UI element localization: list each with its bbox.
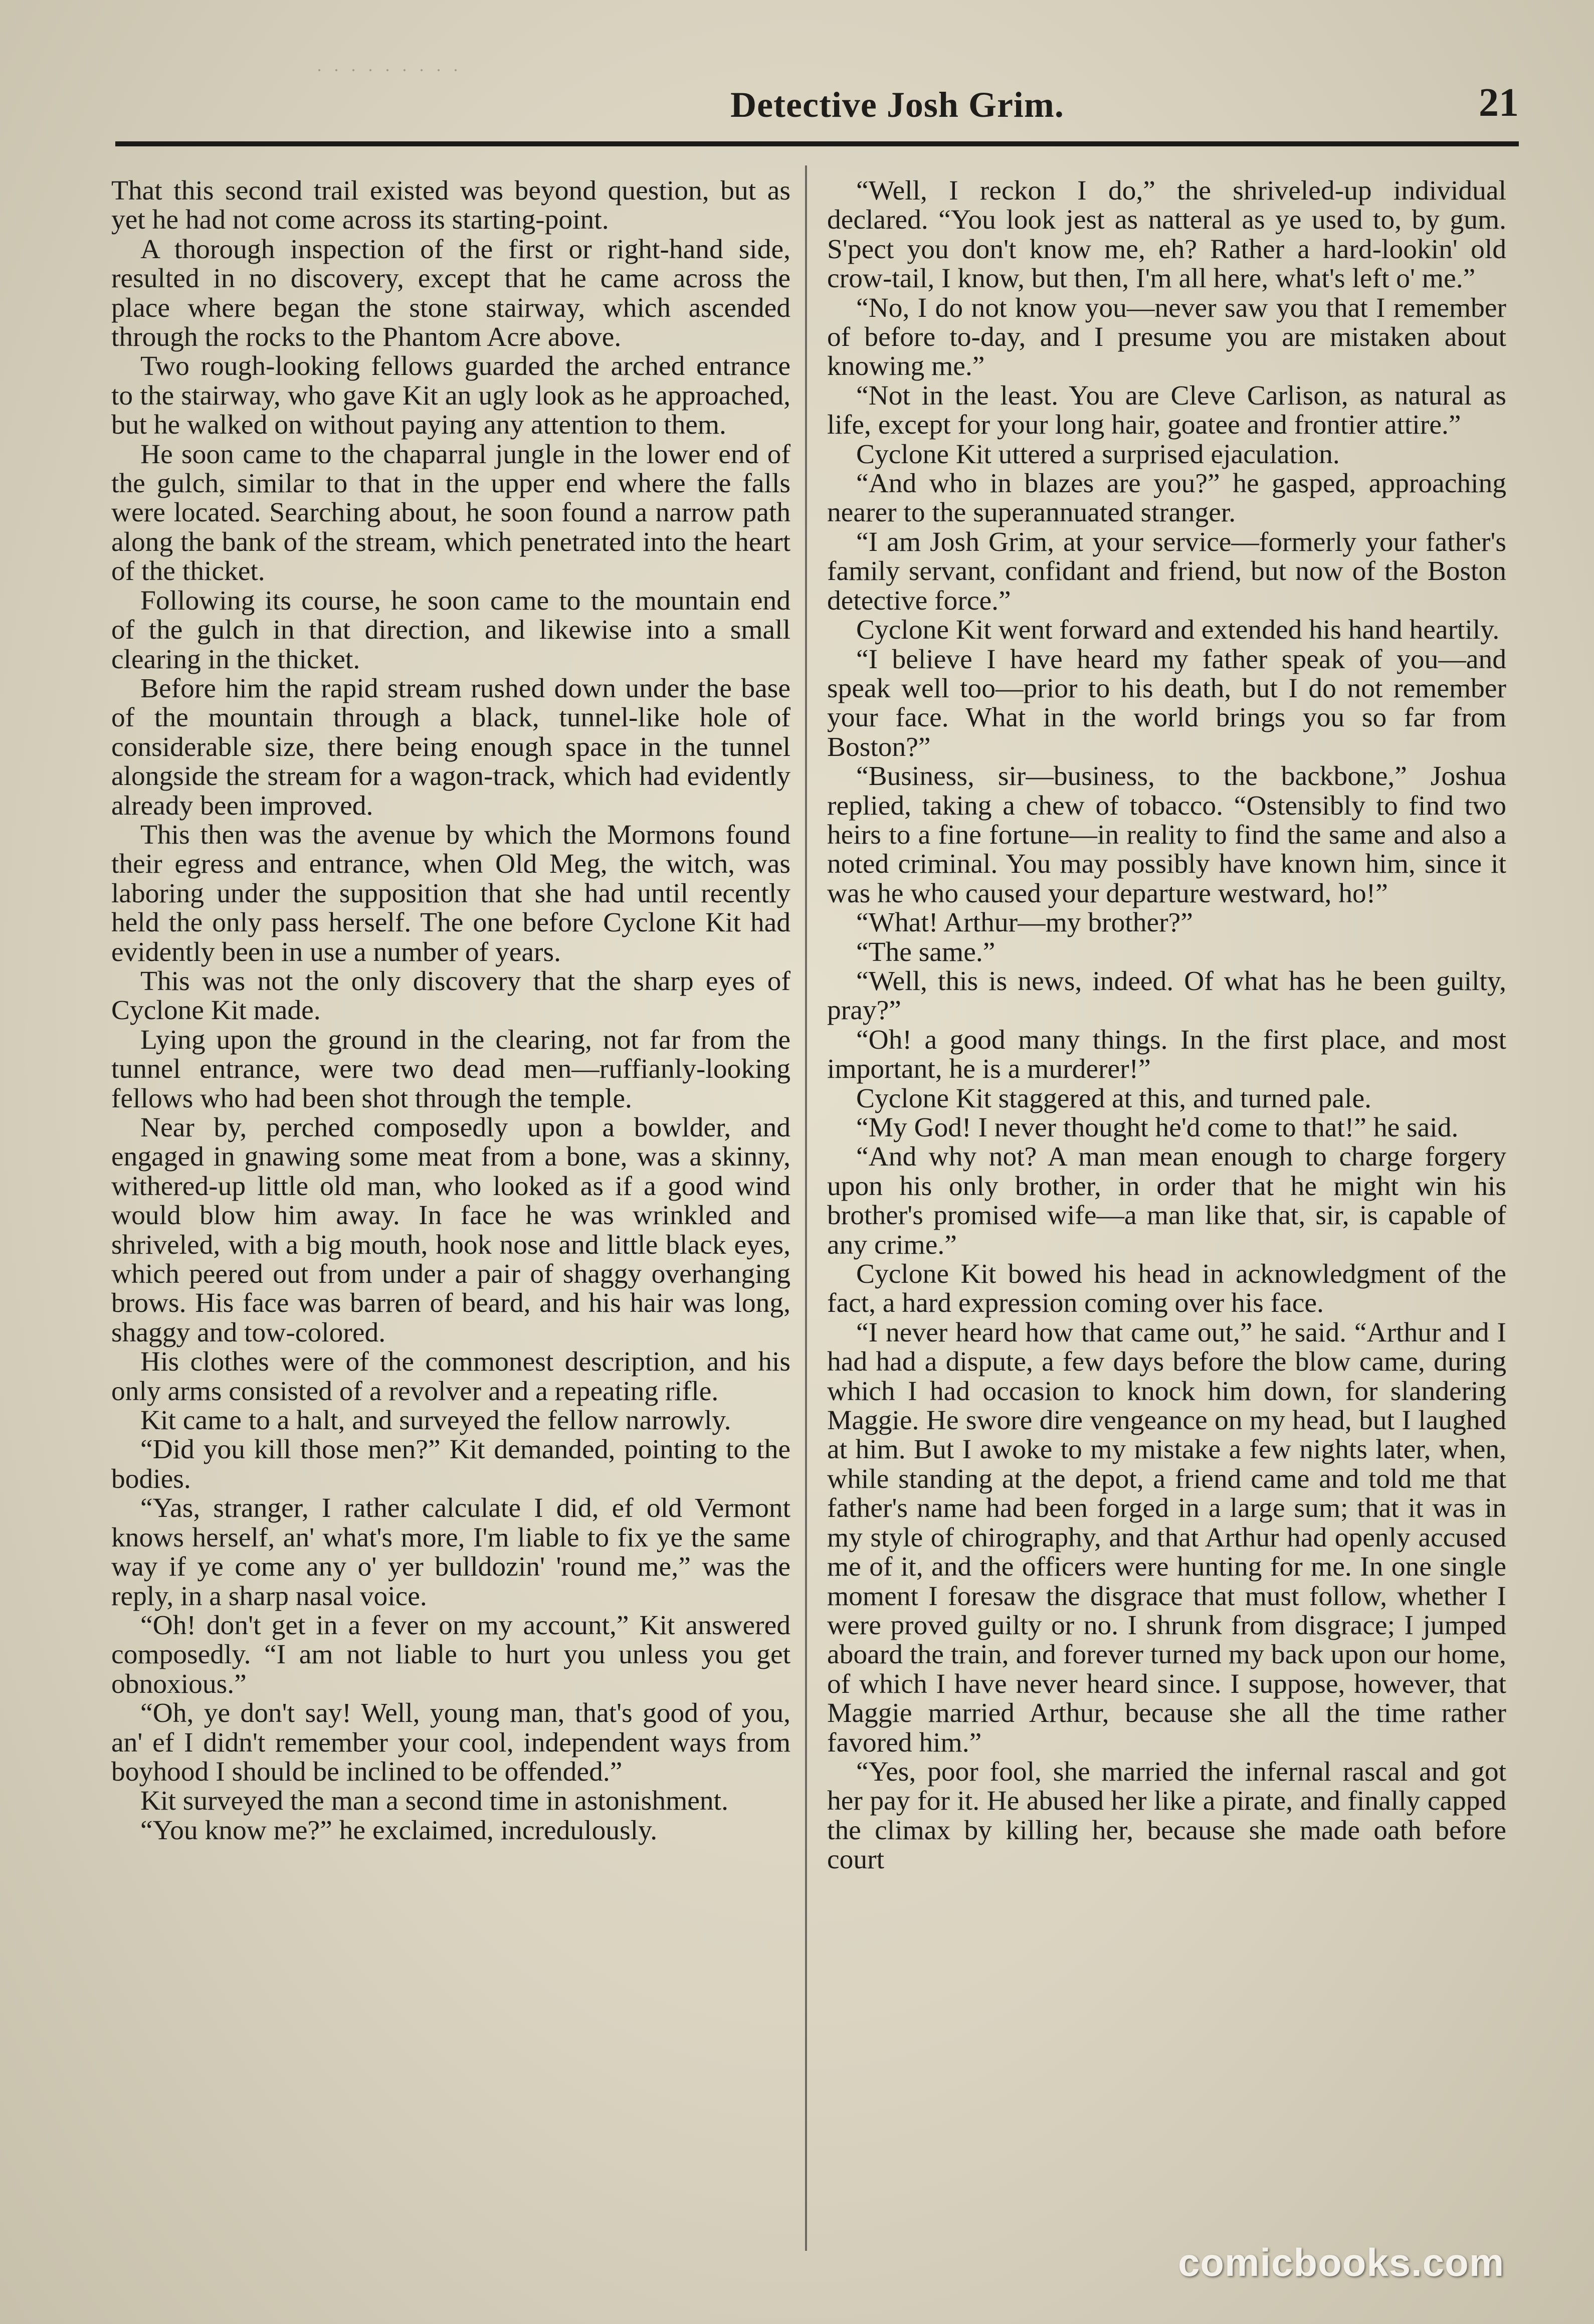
paragraph: “Yas, stranger, I rather calculate I did, ef old Vermont knows herself, an' what's more, I'm liable to fix ye the same way if ye come any o' yer bulldozin' 'round me,” was the reply, in a sharp nasal voice.: [111, 1493, 790, 1612]
paragraph: “Oh! don't get in a fever on my account,” Kit answered composedly. “I am not liable to hurt you unless you get obnoxious.”: [111, 1610, 790, 1699]
paragraph: Cyclone Kit uttered a surprised ejaculation.: [856, 439, 1340, 470]
paragraph: “What! Arthur—my brother?”: [856, 907, 1193, 938]
paragraph: “I believe I have heard my father speak of you—and speak well too—prior to his death, but I do not remember your face. What in the world brings you so far from Boston?”: [827, 644, 1506, 762]
page-number: 21: [1479, 81, 1519, 125]
paragraph: “No, I do not know you—never saw you that I remember of before to-day, and I presume you are mistaken about knowing me.”: [827, 292, 1506, 382]
paragraph: Before him the rapid stream rushed down under the base of the mountain through a black, tunnel-like hole of considerable size, there being enough space in the tunnel alongside the stream for a wagon-track, which had evidently already been improved.: [111, 673, 790, 821]
paragraph: This was not the only discovery that the sharp eyes of Cyclone Kit made.: [111, 965, 790, 1026]
paragraph: “Oh! a good many things. In the first place, and most important, he is a murderer!”: [827, 1024, 1506, 1085]
page-header: [115, 80, 1519, 135]
paragraph: Near by, perched composedly upon a bowlder, and engaged in gnawing some meat from a bone, was a skinny, withered-up little old man, who looked as if a good wind would blow him away. In face he was wrinkled and shriveled, with a big mouth, hook nose and little black eyes, which peered out from under a pair of shaggy overhanging brows. His face was barren of beard, and his hair was long, shaggy and tow-colored.: [111, 1112, 790, 1348]
paragraph: “I am Josh Grim, at your service—formerly your father's family servant, confidant and friend, but now of the Boston detective force.”: [827, 526, 1506, 616]
paragraph: “Well, I reckon I do,” the shriveled-up individual declared. “You look jest as natteral as ye used to, by gum. S'pect you don't know me, eh? Rather a hard-lookin' old crow-tail, I know, but then, I'm all here, what's left o' me.”: [827, 176, 1506, 294]
running-title: Detective Josh Grim.: [730, 85, 1064, 125]
right-column: [827, 176, 1506, 2247]
paragraph: A thorough inspection of the first or right-hand side, resulted in no discovery, except that he came across the place where began the stone stairway, which ascended through the rocks to the Phantom Acre above.: [111, 234, 790, 353]
paragraph: Cyclone Kit bowed his head in acknowledgment of the fact, a hard expression coming over his face.: [827, 1259, 1506, 1319]
paragraph: His clothes were of the commonest description, and his only arms consisted of a revolver and a repeating rifle.: [111, 1346, 790, 1407]
paragraph: This then was the avenue by which the Mormons found their egress and entrance, when Old Meg, the witch, was laboring under the supposition that she had until recently held the only pass herself. The one before Cyclone Kit had evidently been in use a number of years.: [111, 819, 790, 967]
paragraph: “I never heard how that came out,” he said. “Arthur and I had had a dispute, a few days before the blow came, during which I had occasion to knock him down, for slandering Maggie. He swore dire vengeance on my head, but I laughed at him. But I awoke to my mistake a few nights later, when, while standing at the depot, a friend came and told me that father's name had been forged in a large sum; that it was in my style of chirography, and that Arthur had openly accused me of it, and the officers were hunting for me. In one single moment I foresaw the disgrace that must follow, whether I were proved guilty or no. I shrunk from disgrace; I jumped aboard the train, and forever turned my back upon our home, of which I have never heard since. I suppose, however, that Maggie married Arthur, because she all the time rather favored him.”: [827, 1317, 1506, 1758]
header-rule: [115, 141, 1519, 146]
paragraph: Kit surveyed the man a second time in astonishment.: [140, 1786, 728, 1817]
paragraph: “Well, this is news, indeed. Of what has he been guilty, pray?”: [827, 965, 1506, 1026]
left-column: [111, 176, 790, 2247]
paragraph: “Not in the least. You are Cleve Carlison, as natural as life, except for your long hair, goatee and frontier attire.”: [827, 380, 1506, 441]
paragraph: “You know me?” he exclaimed, incredulously.: [140, 1815, 658, 1846]
paragraph: Cyclone Kit staggered at this, and turned pale.: [856, 1083, 1371, 1114]
watermark-text: comicbooks.com: [1178, 2240, 1505, 2284]
paragraph: Kit came to a halt, and surveyed the fellow narrowly.: [140, 1405, 731, 1436]
paragraph: “The same.”: [856, 936, 995, 967]
paragraph: Lying upon the ground in the clearing, not far from the tunnel entrance, were two dead men—ruffianly-looking fellows who had been shot through the temple.: [111, 1024, 790, 1114]
column-divider: [805, 165, 807, 2251]
paragraph: “And who in blazes are you?” he gasped, approaching nearer to the superannuated stranger.: [827, 468, 1506, 528]
print-speckle: [311, 64, 461, 76]
paragraph: Two rough-looking fellows guarded the arched entrance to the stairway, who gave Kit an ugly look as he approached, but he walked on without paying any attention to them.: [111, 351, 790, 441]
paragraph: Following its course, he soon came to the mountain end of the gulch in that direction, and likewise into a small clearing in the thicket.: [111, 585, 790, 675]
paragraph: “Oh, ye don't say! Well, young man, that's good of you, an' ef I didn't remember your cool, independent ways from boyhood I should be inclined to be offended.”: [111, 1698, 790, 1787]
paragraph: “Yes, poor fool, she married the infernal rascal and got her pay for it. He abused her like a pirate, and finally capped the climax by killing her, because she made oath before court: [827, 1756, 1506, 1875]
paragraph: “Did you kill those men?” Kit demanded, pointing to the bodies.: [111, 1434, 790, 1494]
paragraph: “My God! I never thought he'd come to that!” he said.: [856, 1112, 1459, 1143]
paragraph: “Business, sir—business, to the backbone,” Joshua replied, taking a chew of tobacco. “Ostensibly to find two heirs to a fine fortune—in reality to find the same and also a noted criminal. You may possibly have known him, since it was he who caused your departure westward, ho!”: [827, 761, 1506, 909]
paragraph: He soon came to the chaparral jungle in the lower end of the gulch, similar to that in the upper end where the falls were located. Searching about, he soon found a narrow path along the bank of the stream, which penetrated into the heart of the thicket.: [111, 439, 790, 587]
paragraph: Cyclone Kit went forward and extended his hand heartily.: [856, 615, 1500, 646]
paragraph: That this second trail existed was beyond question, but as yet he had not come across its starting-point.: [111, 176, 790, 236]
paragraph: “And why not? A man mean enough to charge forgery upon his only brother, in order that he might win his brother's promised wife—a man like that, sir, is capable of any crime.”: [827, 1141, 1506, 1260]
